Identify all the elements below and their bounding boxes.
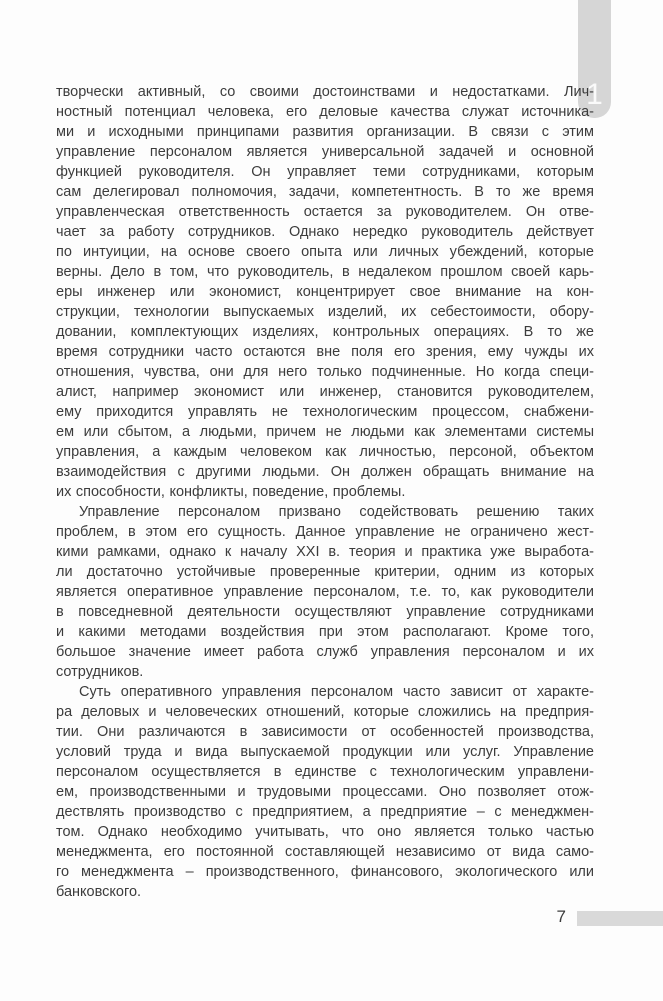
text-line: еры инженер или экономист, концентрирует свое внимание на кон- bbox=[56, 284, 594, 300]
footer-decoration-bar bbox=[577, 911, 663, 926]
text-line: условий труда и вида выпускаемой продукции или услуг. Управление bbox=[56, 744, 594, 760]
text-line: управление персоналом является универсальной задачей и основной bbox=[56, 144, 594, 160]
text-line: взаимодействия с другими людьми. Он должен обращать внимание на bbox=[56, 464, 594, 480]
text-line: творчески активный, со своими достоинствами и недостатками. Лич- bbox=[56, 84, 594, 100]
text-line: кими рамками, однако к началу XXI в. теория и практика уже выработа- bbox=[56, 544, 594, 560]
text-line: довании, комплектующих изделиях, контрольных операциях. В то же bbox=[56, 324, 594, 340]
text-line: функцией руководителя. Он управляет теми сотрудниками, которым bbox=[56, 164, 594, 180]
text-line: тии. Они различаются в зависимости от особенностей производства, bbox=[56, 724, 594, 740]
paragraph bbox=[56, 502, 594, 682]
text-line: ем или сбытом, а людьми, причем не людьми как элементами системы bbox=[56, 424, 594, 440]
text-line: ра деловых и человеческих отношений, которые сложились на предприя- bbox=[56, 704, 594, 720]
text-line: го менеджмента – производственного, финансового, экологического или bbox=[56, 864, 594, 880]
paragraph bbox=[56, 82, 594, 502]
text-line: время сотрудники часто остаются вне поля его зрения, ему чужды их bbox=[56, 344, 594, 360]
text-line: менеджмента, его постоянной составляющей независимо от вида само- bbox=[56, 844, 594, 860]
text-line: по интуиции, на основе своего опыта или личных убеждений, которые bbox=[56, 244, 594, 260]
page-number: 7 bbox=[556, 907, 566, 926]
text-line: струкции, технологии выпускаемых изделий, их себестоимости, обору- bbox=[56, 304, 594, 320]
text-line: дествлять производство с предприятием, а предприятие – с менеджмен- bbox=[56, 804, 594, 820]
text-line: персоналом осуществляется в единстве с технологическим управлени- bbox=[56, 764, 594, 780]
text-line: является оперативное управление персоналом, т.е. то, как руководители bbox=[56, 584, 594, 600]
text-line: ему приходится управлять не технологическим процессом, снабжени- bbox=[56, 404, 594, 420]
text-line: большое значение имеет работа служб управления персоналом и их bbox=[56, 644, 594, 660]
text-line: алист, например экономист или инженер, становится руководителем, bbox=[56, 384, 594, 400]
text-line: банковского. bbox=[56, 884, 142, 900]
text-line: сотрудников. bbox=[56, 664, 144, 680]
text-line: ностный потенциал человека, его деловые качества служат источника- bbox=[56, 104, 594, 120]
text-line: том. Однако необходимо учитывать, что оно является только частью bbox=[56, 824, 594, 840]
text-line: управления, а каждым человеком как личностью, персоной, объектом bbox=[56, 444, 594, 460]
text-line: ми и исходными принципами развития организации. В связи с этим bbox=[56, 124, 594, 140]
body-text bbox=[56, 82, 594, 902]
text-line: и какими методами воздействия при этом располагают. Кроме того, bbox=[56, 624, 594, 640]
text-line: управленческая ответственность остается за руководителем. Он отве- bbox=[56, 204, 594, 220]
paragraph bbox=[56, 682, 594, 902]
text-line: проблем, в этом его сущность. Данное управление не ограничено жест- bbox=[56, 524, 594, 540]
text-line: ем, производственными и трудовыми процессами. Оно позволяет отож- bbox=[56, 784, 594, 800]
text-line: отношения, чувства, они для него только подчиненные. Но когда специ- bbox=[56, 364, 594, 380]
chapter-number: 1 bbox=[586, 78, 603, 111]
text-line: верны. Дело в том, что руководитель, в недалеком прошлом своей карь- bbox=[56, 264, 594, 280]
text-line: в повседневной деятельности осуществляют управление сотрудниками bbox=[56, 604, 594, 620]
text-line: Суть оперативного управления персоналом часто зависит от характе- bbox=[79, 684, 594, 700]
text-line: Управление персоналом призвано содействовать решению таких bbox=[79, 504, 594, 520]
text-line: ли достаточно устойчивые проверенные критерии, одним из которых bbox=[56, 564, 594, 580]
text-line: их способности, конфликты, поведение, проблемы. bbox=[56, 484, 406, 500]
text-line: сам делегировал полномочия, задачи, компетентность. В то же время bbox=[56, 184, 594, 200]
text-line: чает за работу сотрудников. Однако нередко руководитель действует bbox=[56, 224, 594, 240]
